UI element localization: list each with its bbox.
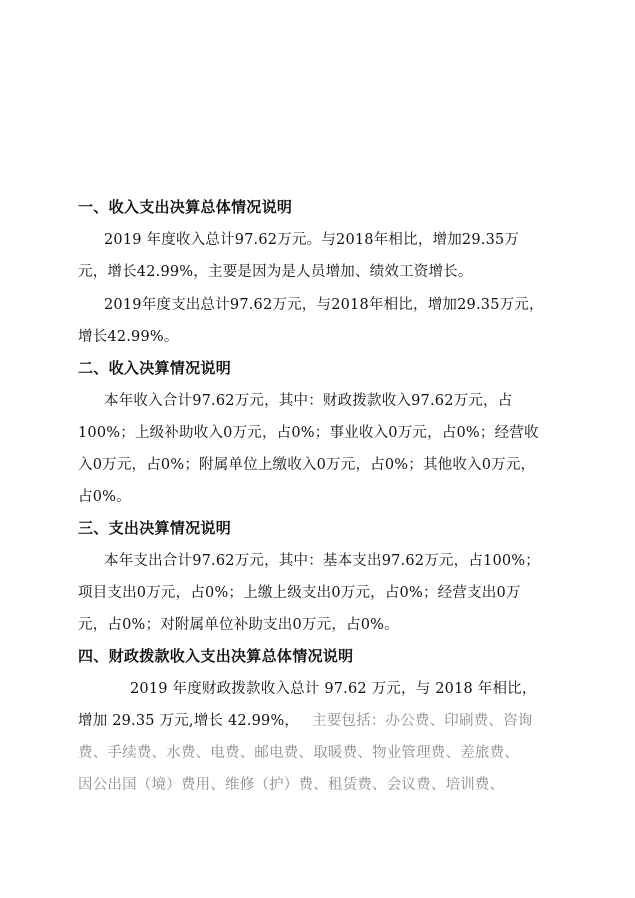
section-4-line-2-continued: 主要包括：办公费、印刷费、咨询: [312, 713, 533, 729]
section-3-line-1: 本年支出合计97.62万元，其中：基本支出97.62万元，占100%；: [104, 553, 540, 569]
section-2-line-1: 本年收入合计97.62万元，其中：财政拨款收入97.62万元，占: [104, 393, 513, 409]
section-2-line-4: 占0%。: [78, 489, 131, 505]
section-1-line-2: 元，增长42.99%，主要是因为是人员增加、绩效工资增长。: [78, 264, 473, 280]
section-4-line-1: 2019 年度财政拨款收入总计 97.62 万元，与 2018 年相比，: [130, 681, 537, 697]
section-4-line-2: 增加 29.35 万元,增长 42.99%，: [78, 713, 300, 729]
section-3-line-2: 项目支出0万元，占0%；上缴上级支出0万元，占0%；经营支出0万: [78, 585, 521, 601]
section-2-heading: 二、收入决算情况说明: [78, 359, 232, 377]
section-1-line-1: 2019 年度收入总计97.62万元。与2018年相比，增加29.35万: [104, 232, 520, 248]
section-4-heading: 四、财政拨款收入支出决算总体情况说明: [78, 647, 354, 665]
section-3-heading: 三、支出决算情况说明: [78, 519, 232, 537]
section-2-line-2: 100%；上级补助收入0万元，占0%；事业收入0万元，占0%；经营收: [78, 425, 539, 441]
section-1-heading: 一、收入支出决算总体情况说明: [78, 198, 293, 216]
section-1-line-3: 2019年度支出总计97.62万元，与2018年相比，增加29.35万元，: [104, 297, 544, 313]
section-4-line-3: 费、手续费、水费、电费、邮电费、取暖费、物业管理费、差旅费、: [78, 745, 519, 761]
section-1-line-4: 增长42.99%。: [78, 329, 179, 345]
section-4-line-4: 因公出国（境）费用、维修（护）费、租赁费、会议费、培训费、: [78, 777, 505, 793]
section-3-line-3: 元，占0%；对附属单位补助支出0万元，占0%。: [78, 617, 399, 633]
section-2-line-3: 入0万元，占0%；附属单位上缴收入0万元，占0%；其他收入0万元，: [78, 457, 536, 473]
